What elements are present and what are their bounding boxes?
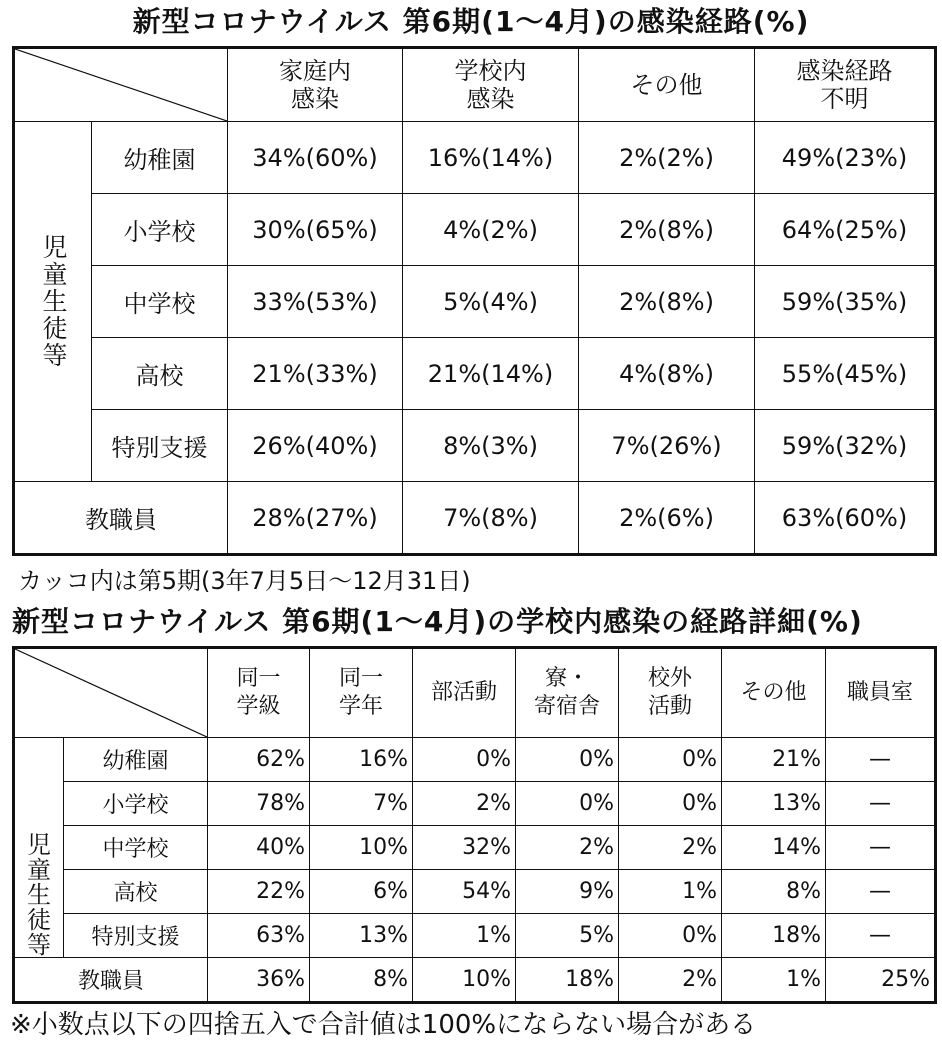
table2-row (14, 738, 936, 782)
table2-cell: 32% (413, 826, 516, 870)
table2-cell: 21% (722, 738, 826, 782)
table1-cell: 55%(45%) (755, 338, 936, 410)
table2-cell: — (826, 914, 936, 958)
table2-cell: 7% (310, 782, 413, 826)
table1-row (14, 338, 936, 410)
table2-cell: 2% (516, 826, 619, 870)
table2-cell: — (826, 738, 936, 782)
table2-row (14, 914, 936, 958)
table2-cell: — (826, 826, 936, 870)
table2-staff-row (14, 958, 936, 1003)
table1-cell: 2%(6%) (579, 482, 755, 555)
table2-cell: 40% (208, 826, 310, 870)
table1-cell: 7%(26%) (579, 410, 755, 482)
table2-cell: 8% (310, 958, 413, 1003)
table2-group-label: 児童生徒等 (14, 738, 64, 958)
table2-cell: 2% (619, 958, 722, 1003)
table1-row (14, 194, 936, 266)
table2-header-cell: 同一 学年 (310, 648, 413, 738)
infection-route-table (12, 46, 937, 556)
table2-cell: 1% (619, 870, 722, 914)
table1-cell: 63%(60%) (755, 482, 936, 555)
table1-cell: 2%(8%) (579, 266, 755, 338)
table1-cell: 59%(32%) (755, 410, 936, 482)
table1-staff-row (14, 482, 936, 555)
table2-header-cell: 職員室 (826, 648, 936, 738)
table1-row (14, 122, 936, 194)
table2-cell: — (826, 782, 936, 826)
table2-row-label: 特別支援 (64, 914, 208, 958)
table2-cell: 16% (310, 738, 413, 782)
table2-cell: 62% (208, 738, 310, 782)
table1-corner-cell (14, 48, 228, 122)
table2-cell: 78% (208, 782, 310, 826)
table2-cell: 14% (722, 826, 826, 870)
table2-cell: 2% (619, 826, 722, 870)
table1-row-label: 高校 (92, 338, 228, 410)
table2-cell: 0% (619, 914, 722, 958)
table1-cell: 34%(60%) (228, 122, 403, 194)
table1-cell: 64%(25%) (755, 194, 936, 266)
table1-row-label: 小学校 (92, 194, 228, 266)
table1-row-label: 特別支援 (92, 410, 228, 482)
table2-cell: 25% (826, 958, 936, 1003)
table2-corner-cell (14, 648, 208, 738)
table2-row-label: 高校 (64, 870, 208, 914)
table2-cell: — (826, 870, 936, 914)
table1-cell: 28%(27%) (228, 482, 403, 555)
table1-cell: 30%(65%) (228, 194, 403, 266)
table2-row (14, 870, 936, 914)
table1-cell: 21%(14%) (403, 338, 579, 410)
table2-cell: 1% (413, 914, 516, 958)
table2-cell: 22% (208, 870, 310, 914)
table2-cell: 5% (516, 914, 619, 958)
table2-footnote: ※小数点以下の四捨五入で合計値は100%にならない場合がある (10, 1010, 757, 1040)
table2-cell: 10% (413, 958, 516, 1003)
table2-header-cell: その他 (722, 648, 826, 738)
table1-cell: 5%(4%) (403, 266, 579, 338)
table1-cell: 33%(53%) (228, 266, 403, 338)
table1-header-cell: 家庭内 感染 (228, 48, 403, 122)
table2-row-label: 中学校 (64, 826, 208, 870)
table2-cell: 8% (722, 870, 826, 914)
table1-row (14, 266, 936, 338)
table2-cell: 6% (310, 870, 413, 914)
table2-header-row (14, 648, 936, 738)
table2-cell: 0% (516, 782, 619, 826)
table2-cell: 2% (413, 782, 516, 826)
table2-cell: 13% (722, 782, 826, 826)
table2-row-label: 小学校 (64, 782, 208, 826)
table1-group-label: 児童生徒等 (14, 122, 92, 482)
table1-header-cell: その他 (579, 48, 755, 122)
table2-row (14, 782, 936, 826)
table2-cell: 18% (516, 958, 619, 1003)
table1-cell: 2%(2%) (579, 122, 755, 194)
table2-header-cell: 同一 学級 (208, 648, 310, 738)
table1-cell: 16%(14%) (403, 122, 579, 194)
table1-cell: 49%(23%) (755, 122, 936, 194)
table1-row (14, 410, 936, 482)
table2-header-cell: 部活動 (413, 648, 516, 738)
table2-row-label: 幼稚園 (64, 738, 208, 782)
table1-cell: 26%(40%) (228, 410, 403, 482)
table1-title: 新型コロナウイルス 第6期(1〜4月)の感染経路(%) (132, 5, 810, 38)
table2-row-label: 教職員 (14, 958, 208, 1003)
table1-header-row (14, 48, 936, 122)
table2-cell: 0% (619, 738, 722, 782)
table2-header-cell: 寮・ 寄宿舎 (516, 648, 619, 738)
table2-cell: 13% (310, 914, 413, 958)
table1-cell: 4%(8%) (579, 338, 755, 410)
table1-header-cell: 感染経路 不明 (755, 48, 936, 122)
table2-cell: 0% (516, 738, 619, 782)
table2-cell: 18% (722, 914, 826, 958)
table1-cell: 21%(33%) (228, 338, 403, 410)
table1-cell: 8%(3%) (403, 410, 579, 482)
table1-cell: 2%(8%) (579, 194, 755, 266)
table1-cell: 4%(2%) (403, 194, 579, 266)
table1-header-cell: 学校内 感染 (403, 48, 579, 122)
table2-cell: 10% (310, 826, 413, 870)
table1-cell: 7%(8%) (403, 482, 579, 555)
school-infection-detail-table (12, 646, 937, 1004)
table2-cell: 63% (208, 914, 310, 958)
table1-row-label: 幼稚園 (92, 122, 228, 194)
table1-row-label: 教職員 (14, 482, 228, 555)
table2-cell: 1% (722, 958, 826, 1003)
table2-row (14, 826, 936, 870)
table2-cell: 36% (208, 958, 310, 1003)
table1-row-label: 中学校 (92, 266, 228, 338)
table2-title: 新型コロナウイルス 第6期(1〜4月)の学校内感染の経路詳細(%) (12, 605, 863, 638)
table2-cell: 54% (413, 870, 516, 914)
table1-cell: 59%(35%) (755, 266, 936, 338)
table2-cell: 9% (516, 870, 619, 914)
table2-cell: 0% (619, 782, 722, 826)
table2-header-cell: 校外 活動 (619, 648, 722, 738)
table2-cell: 0% (413, 738, 516, 782)
table1-footnote: カッコ内は第5期(3年7月5日〜12月31日) (18, 567, 471, 595)
